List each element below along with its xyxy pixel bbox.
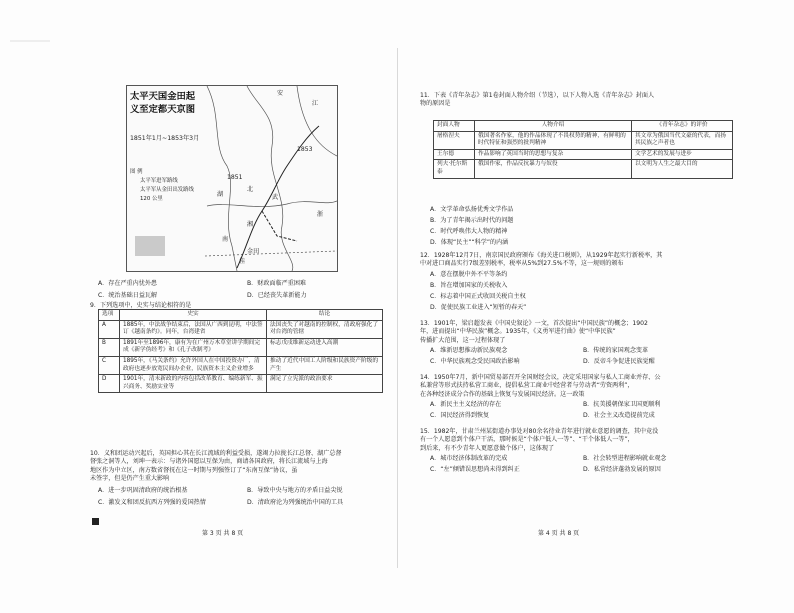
q14-stem-line: 在各种经济成分合作的基础上恢复与发展国民经济。这一政策 bbox=[420, 390, 585, 398]
map-place-label: 武 bbox=[272, 194, 279, 201]
q11-option-b: B．为了青年揭示出时代的问题 bbox=[430, 217, 514, 224]
q14-option-b: B．抗美援朝保家卫国更顺利 bbox=[583, 401, 661, 408]
q12-option-c: C．标志着中国正式收回关税自主权 bbox=[430, 293, 526, 300]
q12-option-a: A．意在摆脱中外不平等条约 bbox=[430, 271, 508, 278]
map-place-label: 安 bbox=[277, 90, 284, 97]
q15-option-d: D．私营经济蓬勃发展的原因 bbox=[583, 466, 661, 473]
q10-stem-line: 未签字，但是仍产生重大影响 bbox=[90, 475, 170, 483]
table-cell: 1891年至1896年，康有为在广州万木草堂讲学期间完成《新学伪经考》和《孔子改制考》 bbox=[120, 338, 267, 356]
table-cell: 推动了近代中国工人阶级和民族资产阶级的产生 bbox=[267, 356, 383, 374]
legend-title: 图 例 bbox=[130, 169, 143, 175]
taiping-map bbox=[126, 85, 338, 272]
table-header-row bbox=[99, 310, 383, 321]
table-row bbox=[99, 320, 383, 338]
scan-artifact bbox=[10, 40, 50, 42]
table-cell: 其文章为俄国当代文豪的代表，而扬其民族之声者也 bbox=[632, 131, 733, 149]
q11-option-c: C．时代呼唤伟大人物的精神 bbox=[430, 228, 508, 235]
table-cell: A bbox=[99, 320, 120, 338]
q8-option-b: B．财政面临严重困难 bbox=[247, 280, 307, 287]
q13-option-c: C．中华民族观念受民国政治影响 bbox=[430, 358, 520, 365]
column-header: 选项 bbox=[99, 310, 120, 321]
map-place-label: 湘 bbox=[247, 221, 254, 228]
q10-stem-line: 督张之洞等人，刘坤一表示：与诸外国愿以互保为由，商请各国政府，将长江流域与上海 bbox=[90, 458, 328, 466]
table-cell: 王尔德 bbox=[434, 149, 475, 160]
column-header: 人物介绍 bbox=[475, 121, 632, 132]
table-cell: 列夫·托尔斯泰 bbox=[434, 160, 475, 178]
q11-stem bbox=[420, 92, 654, 109]
q14-stem-line: 私兼营等形式扶持私营工商业，提倡私营工商业中经营者与劳动者“劳资两利”， bbox=[420, 382, 634, 390]
legend-item: 太平军进军路线 bbox=[140, 178, 178, 184]
map-place-label: 金田 bbox=[247, 248, 260, 255]
table-cell: 1901年，清末新政的内容包括改革教育、编练新军、振兴商务、奖励实业等 bbox=[120, 375, 267, 393]
q11-stem-line: 11．下表《青年杂志》第1卷封面人物介绍（节选），以下人物入选《青年杂志》封面人 bbox=[420, 92, 655, 99]
table-row bbox=[99, 375, 383, 393]
q10-stem-line: 地区作为中立区，南方数省督抚在这一时期与列强签订了“东南互保”协议，虽 bbox=[90, 466, 298, 474]
table-header-row bbox=[434, 121, 733, 132]
legend-item: 太平军从金田出发路线 bbox=[140, 187, 194, 193]
map-place-label: 江 bbox=[312, 100, 319, 107]
q15-stem-line: 到后来，有不少青年人更愿意做个体户，这体现了 bbox=[420, 444, 555, 452]
q9-table bbox=[98, 309, 383, 393]
q10-option-c: C．激发义和团反抗西方列强的爱国热情 bbox=[98, 499, 206, 506]
table-cell: 作品影响了英国当时的思想与复杂 bbox=[475, 149, 632, 160]
table-cell: 俄国著名作家，他的作品体现了不畏权势的精神，有鲜明的时代特征和强烈的批判精神 bbox=[475, 131, 632, 149]
q11-stem-line: 物的原因是 bbox=[420, 100, 451, 108]
q11-table bbox=[433, 120, 733, 179]
page-fold-line bbox=[397, 48, 398, 568]
q15-option-b: B．社会转型进程影响就业观念 bbox=[583, 455, 667, 462]
column-header: 史实 bbox=[120, 310, 267, 321]
map-place-label: 1853 bbox=[297, 146, 313, 153]
map-place-label: 北 bbox=[247, 186, 254, 193]
table-cell: 文学艺术的发展与进步 bbox=[632, 149, 733, 160]
q10-option-a: A．进一步巩固清政府的统治根基 bbox=[98, 487, 188, 494]
table-row bbox=[434, 160, 733, 178]
q12-stem-line: 12．1928年12月7日，南京国民政府颁布《海关进口税则》，从1929年起实行新税率，其 bbox=[420, 252, 663, 259]
table-row bbox=[99, 356, 383, 374]
left-page bbox=[82, 38, 382, 578]
table-cell: C bbox=[99, 356, 120, 374]
q11-option-a: A．文学革命弘扬优秀文学作品 bbox=[430, 206, 514, 213]
table-row bbox=[434, 131, 733, 149]
map-place-label: 浙 bbox=[317, 211, 324, 218]
q15-stem-line: 15．1982年，甘肃兰州某街道办事处对80余名待业青年进行就业意愿的调查，其中竟没 bbox=[420, 428, 659, 435]
table-cell: 以文明为人生之最大目的 bbox=[632, 160, 733, 178]
table-cell: 俄国作家，作品反抗暴力与奴役 bbox=[475, 160, 632, 178]
q13-stem-line: 年，进而提出“中华民族”概念。1935年，《义勇军进行曲》使“中华民族” bbox=[420, 328, 616, 336]
q13-stem bbox=[420, 320, 648, 345]
table-cell: 标志戊戌维新运动进入高潮 bbox=[267, 338, 383, 356]
q14-option-c: C．国民经济得到恢复 bbox=[430, 412, 490, 419]
q8-option-d: D．已经丧失革新能力 bbox=[247, 292, 307, 299]
q10-stem-line: 10．义和团运动兴起后，英国担心其在长江流域的利益受损，遂竭力拉拢长江总督、湖广总督 bbox=[90, 450, 342, 457]
q11-option-d: D．体现“民主”“科学”的内涵 bbox=[430, 239, 509, 246]
page-footer-right: 第 4 页 共 8 页 bbox=[538, 530, 580, 537]
q10-option-b: B．导致中央与地方的矛盾日益尖锐 bbox=[247, 487, 343, 494]
table-cell: D bbox=[99, 375, 120, 393]
q12-stem-line: 中对进口商品实行7级差别税率，税率从5%到27.5%不等，这一规则的颁布 bbox=[420, 260, 624, 268]
column-header: 《青年杂志》的评价 bbox=[632, 121, 733, 132]
table-cell: 屠格涅夫 bbox=[434, 131, 475, 149]
legend-item: 120 公里 bbox=[140, 196, 163, 202]
table-cell: 法国丧失了对越南的控制权，清政府强化了对台湾的管辖 bbox=[267, 320, 383, 338]
column-header: 结论 bbox=[267, 310, 383, 321]
q8-option-a: A．存在严重内忧外患 bbox=[98, 280, 158, 287]
map-place-label: 湖 bbox=[217, 191, 224, 198]
map-place-label: 南 bbox=[222, 236, 229, 243]
q9-stem: 9．下列选项中，史实与结论相符的是 bbox=[90, 302, 192, 309]
map-place-label: 桂 bbox=[239, 258, 246, 265]
q15-stem-line: 有一个人愿意到个体户干活，那时候是“个体户低人一等”、“干个体低人一等”， bbox=[420, 436, 634, 444]
column-header: 封面人物 bbox=[434, 121, 475, 132]
q14-option-d: D．社会主义改造提前完成 bbox=[583, 412, 655, 419]
q10-option-d: D．清政府沦为列强统治中国的工具 bbox=[247, 499, 344, 506]
q10-stem bbox=[90, 450, 342, 484]
q12-option-d: D．促使民族工业进入“短暂的春天” bbox=[430, 304, 527, 311]
q13-stem-line: 传播扩大范围，这一过程体现了 bbox=[420, 336, 506, 344]
page-footer-left: 第 3 页 共 8 页 bbox=[202, 530, 244, 537]
q15-option-a: A．城市经济体制改革的完成 bbox=[430, 455, 508, 462]
map-title: 太平天国金田起义至定都天京图 bbox=[130, 91, 196, 115]
q14-stem-line: 14．1950年7月，新中国贸易部召开全国财经会议，决定采用国家与私人工商业并存、公 bbox=[420, 374, 661, 381]
q12-option-b: B．旨在增加国家的关税收入 bbox=[430, 282, 508, 289]
q14-stem bbox=[420, 374, 660, 399]
table-cell: B bbox=[99, 338, 120, 356]
q13-option-a: A．维新思想推动新民族观念 bbox=[430, 347, 508, 354]
table-row bbox=[434, 149, 733, 160]
q13-option-d: D．反帝斗争促进民族觉醒 bbox=[583, 358, 655, 365]
map-date-range: 1851年1月~1853年3月 bbox=[130, 135, 200, 142]
map-place-label: 1851 bbox=[227, 174, 243, 181]
table-cell: 1895年，《马关条约》允许外国人在中国投资办厂，清政府也逐步放宽民间办企业，民族资本主义企业增多 bbox=[120, 356, 267, 374]
table-row bbox=[99, 338, 383, 356]
q13-stem-line: 13．1901年，梁启超发表《中国史叙论》一文，首次提出“中国民族”的概念；1902 bbox=[420, 320, 648, 327]
table-cell: 满足了立宪派的政治要求 bbox=[267, 375, 383, 393]
q13-option-b: B．传统的家国观念变革 bbox=[583, 347, 649, 354]
right-page bbox=[418, 38, 738, 578]
q8-option-c: C．统治基础日益瓦解 bbox=[98, 292, 158, 299]
q12-stem bbox=[420, 252, 662, 269]
q15-option-c: C．“左”倾错误思想尚未得到纠正 bbox=[430, 466, 520, 473]
q15-stem bbox=[420, 428, 658, 453]
q14-option-a: A．新民主主义经济的存在 bbox=[430, 401, 502, 408]
table-cell: 1885年，中法战争结束后，法国从广西到昆明，中法签订《越南条约》。同年，台湾建省 bbox=[120, 320, 267, 338]
